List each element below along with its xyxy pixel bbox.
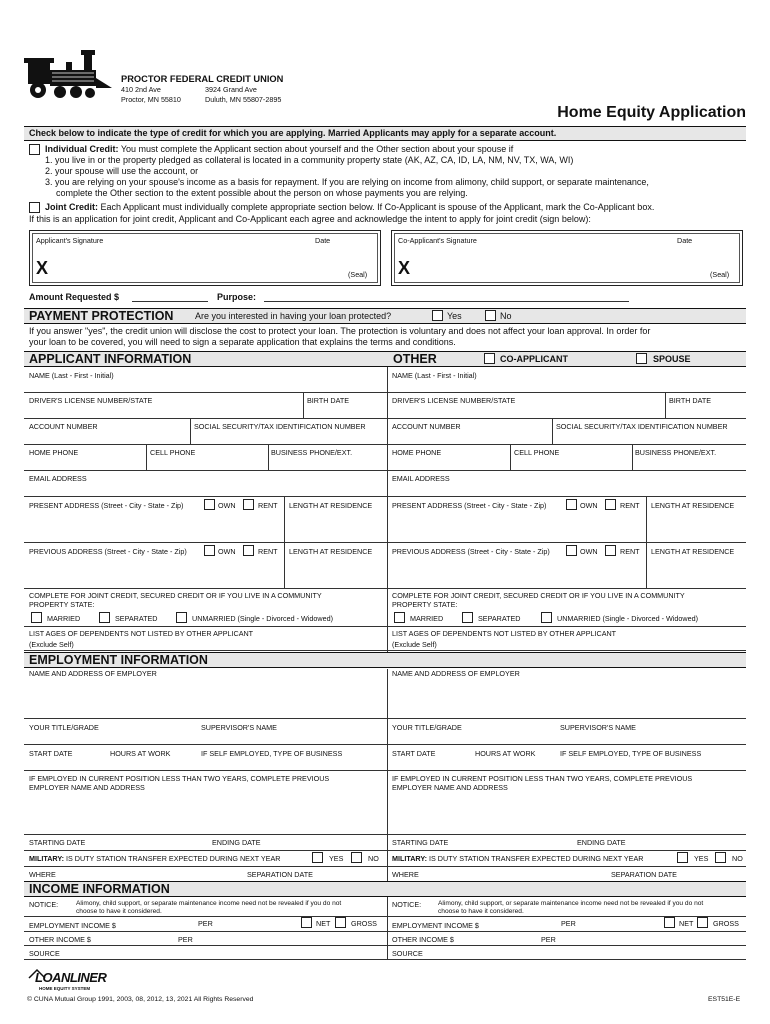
credit-item-3: 3. you are relying on your spouse's income as a basis for repayment. If you are relying on income from alimony, child support, or separate maintenance, xyxy=(45,177,649,187)
applicant-present-length-field[interactable]: LENGTH AT RESIDENCE xyxy=(289,501,373,510)
other-other-income-per-field[interactable]: PER xyxy=(541,935,556,944)
coapplicant-signature-box[interactable] xyxy=(391,230,743,286)
other-notice-label: NOTICE: xyxy=(392,900,422,909)
applicant-information-heading: APPLICANT INFORMATION xyxy=(29,352,192,366)
applicant-separated-label: SEPARATED xyxy=(115,614,158,623)
applicant-email-field[interactable]: EMAIL ADDRESS xyxy=(29,474,87,483)
applicant-starting-date-field[interactable]: STARTING DATE xyxy=(29,838,86,847)
applicant-military-yes-label: YES xyxy=(329,854,344,863)
individual-credit-text: You must complete the Applicant section about yourself and the Other section about your spouse if xyxy=(120,144,514,154)
other-present-rent-checkbox[interactable] xyxy=(605,499,616,510)
other-property-state-text: PROPERTY STATE: xyxy=(392,600,458,609)
other-dependents-field[interactable]: LIST AGES OF DEPENDENTS NOT LISTED BY OTHER APPLICANT xyxy=(392,629,617,638)
applicant-signature-label: Applicant's Signature xyxy=(36,236,104,245)
other-military-no-label: NO xyxy=(732,854,743,863)
other-notice-text-2: choose to have it considered. xyxy=(438,908,524,915)
other-separation-date-field[interactable]: SEPARATION DATE xyxy=(611,870,677,879)
address-2-line-2: Duluth, MN 55807-2895 xyxy=(205,95,282,104)
joint-credit-label: Joint Credit: xyxy=(45,202,98,212)
applicant-title-field[interactable]: YOUR TITLE/GRADE xyxy=(29,723,99,732)
purpose-field[interactable] xyxy=(264,301,629,302)
payment-protection-line-1: If you answer "yes", the credit union will disclose the cost to protect your loan. The protection is voluntary and does not affect your loan approval. In order for xyxy=(29,326,651,336)
other-present-own-label: OWN xyxy=(580,501,598,510)
credit-instruction: Check below to indicate the type of credit for which you are applying. Married Applicants may apply for a separate account. xyxy=(29,128,557,138)
applicant-other-income-per-field[interactable]: PER xyxy=(178,935,193,944)
payment-protection-heading: PAYMENT PROTECTION xyxy=(29,309,174,323)
applicant-home-phone-field[interactable]: HOME PHONE xyxy=(29,448,79,457)
applicant-date-label: Date xyxy=(315,236,331,245)
other-title-field[interactable]: YOUR TITLE/GRADE xyxy=(392,723,462,732)
other-where-field[interactable]: WHERE xyxy=(392,870,419,879)
other-complete-joint-text: COMPLETE FOR JOINT CREDIT, SECURED CREDIT OR IF YOU LIVE IN A COMMUNITY xyxy=(392,591,685,600)
applicant-license-field[interactable]: DRIVER'S LICENSE NUMBER/STATE xyxy=(29,396,153,405)
applicant-business-phone-field[interactable]: BUSINESS PHONE/EXT. xyxy=(271,448,353,457)
credit-item-3-cont: complete the Other section to the extent possible about the person on whose payments you are relying. xyxy=(56,188,468,198)
applicant-separation-date-field[interactable]: SEPARATION DATE xyxy=(247,870,313,879)
applicant-married-checkbox[interactable] xyxy=(31,612,42,623)
applicant-cell-phone-field[interactable]: CELL PHONE xyxy=(150,448,196,457)
joint-acknowledgement: If this is an application for joint credit, Applicant and Co-Applicant each agree and acknowledge the intent to apply for joint credit (sign below): xyxy=(29,214,591,224)
other-previous-address-field[interactable]: PREVIOUS ADDRESS (Street - City - State - Zip) xyxy=(392,547,550,556)
other-present-length-field[interactable]: LENGTH AT RESIDENCE xyxy=(651,501,735,510)
other-present-own-checkbox[interactable] xyxy=(566,499,577,510)
protection-yes-label: Yes xyxy=(447,311,462,321)
applicant-previous-rent-label: RENT xyxy=(258,547,278,556)
other-gross-checkbox[interactable] xyxy=(697,917,708,928)
other-military-yes-checkbox[interactable] xyxy=(677,852,688,863)
applicant-present-address-field[interactable]: PRESENT ADDRESS (Street - City - State - Zip) xyxy=(29,501,184,510)
individual-credit-label: Individual Credit: xyxy=(45,144,119,154)
purpose-label: Purpose: xyxy=(217,292,257,302)
applicant-previous-own-label: OWN xyxy=(218,547,236,556)
other-previous-employer-text-2: EMPLOYER NAME AND ADDRESS xyxy=(392,783,508,792)
applicant-where-field[interactable]: WHERE xyxy=(29,870,56,879)
co-applicant-label: CO-APPLICANT xyxy=(500,354,568,364)
applicant-notice-label: NOTICE: xyxy=(29,900,59,909)
protection-yes-checkbox[interactable] xyxy=(432,310,443,321)
other-net-label: NET xyxy=(679,919,694,928)
other-birth-date-field[interactable]: BIRTH DATE xyxy=(669,396,712,405)
other-account-field[interactable]: ACCOUNT NUMBER xyxy=(392,422,461,431)
applicant-military-no-label: NO xyxy=(368,854,379,863)
other-ending-date-field[interactable]: ENDING DATE xyxy=(577,838,626,847)
address-1-line-2: Proctor, MN 55810 xyxy=(121,95,181,104)
applicant-other-income-field[interactable]: OTHER INCOME $ xyxy=(29,935,91,944)
other-military-label: MILITARY: xyxy=(392,854,427,863)
applicant-unmarried-label: UNMARRIED (Single - Divorced - Widowed) xyxy=(192,614,333,623)
other-ssn-field[interactable]: SOCIAL SECURITY/TAX IDENTIFICATION NUMBER xyxy=(556,422,728,431)
other-previous-own-checkbox[interactable] xyxy=(566,545,577,556)
credit-union-name: PROCTOR FEDERAL CREDIT UNION xyxy=(121,74,284,84)
other-employer-field[interactable]: NAME AND ADDRESS OF EMPLOYER xyxy=(392,669,520,678)
applicant-dependents-field[interactable]: LIST AGES OF DEPENDENTS NOT LISTED BY OTHER APPLICANT xyxy=(29,629,254,638)
other-source-field[interactable]: SOURCE xyxy=(392,949,423,958)
other-married-label: MARRIED xyxy=(410,614,444,623)
applicant-married-label: MARRIED xyxy=(47,614,81,623)
coapplicant-signature-label: Co-Applicant's Signature xyxy=(398,236,477,245)
other-previous-rent-checkbox[interactable] xyxy=(605,545,616,556)
applicant-previous-length-field[interactable]: LENGTH AT RESIDENCE xyxy=(289,547,373,556)
applicant-previous-employer-text-1: IF EMPLOYED IN CURRENT POSITION LESS THAN TWO YEARS, COMPLETE PREVIOUS xyxy=(29,774,330,783)
applicant-military-text: IS DUTY STATION TRANSFER EXPECTED DURING NEXT YEAR xyxy=(66,854,281,863)
other-previous-own-label: OWN xyxy=(580,547,598,556)
loanliner-logo-text: LOANLINER xyxy=(35,970,107,985)
applicant-x-mark: X xyxy=(36,258,49,278)
other-previous-employer-text-1: IF EMPLOYED IN CURRENT POSITION LESS THAN TWO YEARS, COMPLETE PREVIOUS xyxy=(392,774,693,783)
applicant-present-own-label: OWN xyxy=(218,501,236,510)
other-unmarried-label: UNMARRIED (Single - Divorced - Widowed) xyxy=(557,614,698,623)
applicant-complete-joint-text: COMPLETE FOR JOINT CREDIT, SECURED CREDIT OR IF YOU LIVE IN A COMMUNITY xyxy=(29,591,322,600)
applicant-hours-field[interactable]: HOURS AT WORK xyxy=(110,749,171,758)
applicant-property-state-text: PROPERTY STATE: xyxy=(29,600,95,609)
other-military-text: IS DUTY STATION TRANSFER EXPECTED DURING NEXT YEAR xyxy=(429,854,644,863)
other-email-field[interactable]: EMAIL ADDRESS xyxy=(392,474,450,483)
other-married-checkbox[interactable] xyxy=(394,612,405,623)
individual-credit-checkbox[interactable] xyxy=(29,144,40,155)
applicant-present-own-checkbox[interactable] xyxy=(204,499,215,510)
applicant-previous-own-checkbox[interactable] xyxy=(204,545,215,556)
applicant-gross-checkbox[interactable] xyxy=(335,917,346,928)
other-income-per-field[interactable]: PER xyxy=(561,919,576,928)
other-gross-label: GROSS xyxy=(713,919,739,928)
applicant-signature-box[interactable] xyxy=(29,230,381,286)
loanliner-logo-sub: HOME EQUITY SYSTEM xyxy=(39,986,91,991)
other-starting-date-field[interactable]: STARTING DATE xyxy=(392,838,449,847)
applicant-notice-text-1: Alimony, child support, or separate maintenance income need not be revealed if you do not xyxy=(76,900,342,907)
applicant-self-employed-field[interactable]: IF SELF EMPLOYED, TYPE OF BUSINESS xyxy=(201,749,343,758)
protection-no-checkbox[interactable] xyxy=(485,310,496,321)
applicant-present-rent-label: RENT xyxy=(258,501,278,510)
income-information-heading: INCOME INFORMATION xyxy=(29,882,170,896)
employment-information-heading: EMPLOYMENT INFORMATION xyxy=(29,653,208,667)
applicant-military-yes-checkbox[interactable] xyxy=(312,852,323,863)
other-separated-checkbox[interactable] xyxy=(462,612,473,623)
other-supervisor-field[interactable]: SUPERVISOR'S NAME xyxy=(560,723,636,732)
applicant-previous-address-field[interactable]: PREVIOUS ADDRESS (Street - City - State - Zip) xyxy=(29,547,187,556)
applicant-separated-checkbox[interactable] xyxy=(99,612,110,623)
applicant-unmarried-checkbox[interactable] xyxy=(176,612,187,623)
address-1-line-1: 410 2nd Ave xyxy=(121,85,161,94)
other-military-no-checkbox[interactable] xyxy=(715,852,726,863)
co-applicant-checkbox[interactable] xyxy=(484,353,495,364)
other-hours-field[interactable]: HOURS AT WORK xyxy=(475,749,536,758)
other-license-field[interactable]: DRIVER'S LICENSE NUMBER/STATE xyxy=(392,396,516,405)
applicant-supervisor-field[interactable]: SUPERVISOR'S NAME xyxy=(201,723,277,732)
other-separated-label: SEPARATED xyxy=(478,614,521,623)
amount-requested-field[interactable] xyxy=(132,301,208,302)
applicant-previous-rent-checkbox[interactable] xyxy=(243,545,254,556)
applicant-employer-field[interactable]: NAME AND ADDRESS OF EMPLOYER xyxy=(29,669,157,678)
other-cell-phone-field[interactable]: CELL PHONE xyxy=(514,448,560,457)
applicant-net-checkbox[interactable] xyxy=(301,917,312,928)
other-net-checkbox[interactable] xyxy=(664,917,675,928)
applicant-notice-text-2: choose to have it considered. xyxy=(76,908,162,915)
payment-protection-question: Are you interested in having your loan protected? xyxy=(195,311,392,321)
other-military-yes-label: YES xyxy=(694,854,709,863)
applicant-net-label: NET xyxy=(316,919,331,928)
spouse-label: SPOUSE xyxy=(653,354,691,364)
other-self-employed-field[interactable]: IF SELF EMPLOYED, TYPE OF BUSINESS xyxy=(560,749,702,758)
address-2-line-1: 3924 Grand Ave xyxy=(205,85,257,94)
applicant-previous-employer-text-2: EMPLOYER NAME AND ADDRESS xyxy=(29,783,145,792)
credit-item-2: 2. your spouse will use the account, or xyxy=(45,166,199,176)
applicant-seal: (Seal) xyxy=(348,270,368,279)
applicant-military-no-checkbox[interactable] xyxy=(351,852,362,863)
other-name-field[interactable]: NAME (Last - First - Initial) xyxy=(392,371,477,380)
applicant-source-field[interactable]: SOURCE xyxy=(29,949,60,958)
coapplicant-x-mark: X xyxy=(398,258,411,278)
form-code: EST51E-E xyxy=(708,996,741,1003)
other-exclude-self: (Exclude Self) xyxy=(392,640,437,649)
applicant-military-label: MILITARY: xyxy=(29,854,64,863)
applicant-name-field[interactable]: NAME (Last - First - Initial) xyxy=(29,371,114,380)
other-present-address-field[interactable]: PRESENT ADDRESS (Street - City - State - Zip) xyxy=(392,501,547,510)
protection-no-label: No xyxy=(500,311,512,321)
train-logo xyxy=(22,48,114,100)
applicant-income-per-field[interactable]: PER xyxy=(198,919,213,928)
applicant-ending-date-field[interactable]: ENDING DATE xyxy=(212,838,261,847)
form-title: Home Equity Application xyxy=(557,104,746,121)
applicant-gross-label: GROSS xyxy=(351,919,377,928)
other-employment-income-field[interactable]: EMPLOYMENT INCOME $ xyxy=(392,921,479,930)
other-business-phone-field[interactable]: BUSINESS PHONE/EXT. xyxy=(635,448,717,457)
coapplicant-seal: (Seal) xyxy=(710,270,730,279)
applicant-birth-date-field[interactable]: BIRTH DATE xyxy=(307,396,350,405)
other-notice-text-1: Alimony, child support, or separate maintenance income need not be revealed if you do not xyxy=(438,900,704,907)
applicant-ssn-field[interactable]: SOCIAL SECURITY/TAX IDENTIFICATION NUMBER xyxy=(194,422,366,431)
joint-credit-text: Each Applicant must individually complete appropriate section below. If Co-Applicant is spouse of the Applicant, mark the Co-Applicant box. xyxy=(100,202,655,212)
applicant-account-field[interactable]: ACCOUNT NUMBER xyxy=(29,422,98,431)
other-start-date-field[interactable]: START DATE xyxy=(392,749,436,758)
other-previous-length-field[interactable]: LENGTH AT RESIDENCE xyxy=(651,547,735,556)
other-home-phone-field[interactable]: HOME PHONE xyxy=(392,448,442,457)
joint-credit-checkbox[interactable] xyxy=(29,202,40,213)
payment-protection-line-2: your loan to be covered, you will need to sign a separate application that explains the terms and conditions. xyxy=(29,337,456,347)
credit-item-1: 1. you live in or the property pledged as collateral is located in a community property state (AK, AZ, CA, ID, LA, NM, NV, TX, WA, WI) xyxy=(45,155,574,165)
copyright-notice: © CUNA Mutual Group 1991, 2003, 08, 2012, 13, 2021 All Rights Reserved xyxy=(27,996,254,1003)
other-heading: OTHER xyxy=(393,352,437,366)
applicant-present-rent-checkbox[interactable] xyxy=(243,499,254,510)
other-other-income-field[interactable]: OTHER INCOME $ xyxy=(392,935,454,944)
applicant-employment-income-field[interactable]: EMPLOYMENT INCOME $ xyxy=(29,921,116,930)
other-present-rent-label: RENT xyxy=(620,501,640,510)
amount-requested-label: Amount Requested $ xyxy=(29,292,120,302)
coapplicant-date-label: Date xyxy=(677,236,693,245)
other-previous-rent-label: RENT xyxy=(620,547,640,556)
applicant-exclude-self: (Exclude Self) xyxy=(29,640,74,649)
applicant-start-date-field[interactable]: START DATE xyxy=(29,749,73,758)
spouse-checkbox[interactable] xyxy=(636,353,647,364)
other-unmarried-checkbox[interactable] xyxy=(541,612,552,623)
